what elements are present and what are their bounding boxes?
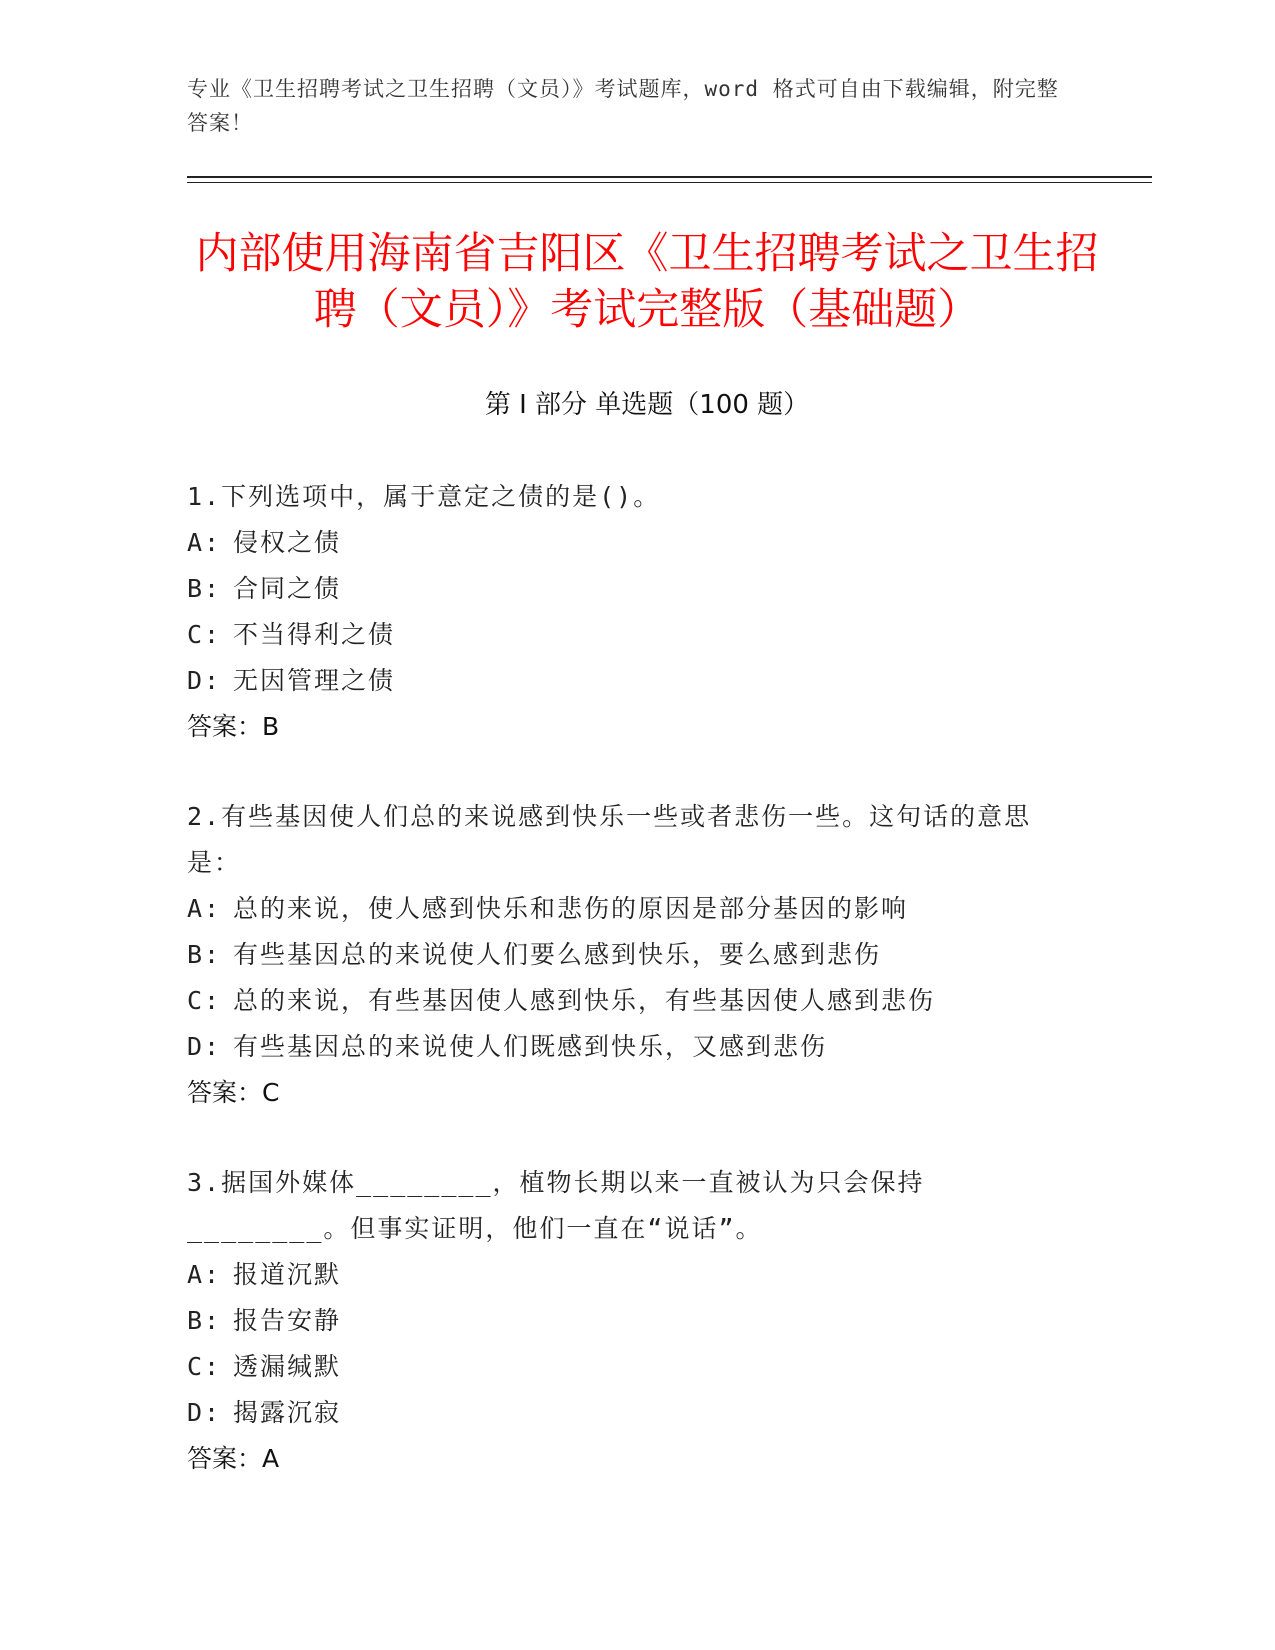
option-letter: D:	[187, 666, 222, 695]
option-text: 不当得利之债	[233, 620, 396, 649]
option-c	[187, 612, 1067, 658]
option-text: 侵权之债	[233, 528, 342, 557]
option-d	[187, 658, 1067, 704]
option-a	[187, 886, 1067, 932]
section-heading: 第 I 部分 单选题（100 题）	[484, 390, 810, 420]
option-letter: D:	[187, 1032, 222, 1061]
option-b	[187, 932, 1067, 978]
option-letter: B:	[187, 940, 222, 969]
header-divider-thick	[187, 176, 1152, 178]
answer-line: 答案：B	[187, 712, 280, 741]
question-stem: 2.有些基因使人们总的来说感到快乐一些或者悲伤一些。这句话的意思是：	[187, 802, 1032, 877]
option-text: 总的来说，使人感到快乐和悲伤的原因是部分基因的影响	[233, 894, 909, 923]
option-a	[187, 1252, 1067, 1298]
question-2	[187, 794, 1067, 1116]
option-letter: D:	[187, 1398, 222, 1427]
question-stem: 3.据国外媒体________，植物长期以来一直被认为只会保持________。但事实证明，他们一直在“说话”。	[187, 1168, 925, 1243]
option-letter: B:	[187, 1306, 222, 1335]
option-b	[187, 566, 1067, 612]
option-b	[187, 1298, 1067, 1344]
answer-line: 答案：C	[187, 1078, 280, 1107]
option-d	[187, 1024, 1067, 1070]
option-text: 无因管理之债	[233, 666, 396, 695]
option-letter: A:	[187, 528, 222, 557]
option-text: 有些基因总的来说使人们要么感到快乐，要么感到悲伤	[233, 940, 882, 969]
option-text: 有些基因总的来说使人们既感到快乐，又感到悲伤	[233, 1032, 828, 1061]
option-letter: C:	[187, 1352, 222, 1381]
option-text: 报告安静	[233, 1306, 342, 1335]
answer-line: 答案：A	[187, 1444, 280, 1473]
option-c	[187, 1344, 1067, 1390]
option-c	[187, 978, 1067, 1024]
option-text: 合同之债	[233, 574, 342, 603]
header-note: 专业《卫生招聘考试之卫生招聘（文员）》考试题库，word 格式可自由下载编辑，附完整答案！	[187, 77, 1059, 135]
option-text: 报道沉默	[233, 1260, 342, 1289]
option-letter: A:	[187, 894, 222, 923]
document-title: 内部使用海南省吉阳区《卫生招聘考试之卫生招聘（文员）》考试完整版（基础题）	[195, 229, 1099, 335]
option-letter: C:	[187, 986, 222, 1015]
option-letter: B:	[187, 574, 222, 603]
option-text: 总的来说，有些基因使人感到快乐，有些基因使人感到悲伤	[233, 986, 936, 1015]
question-3	[187, 1160, 1067, 1482]
option-text: 透漏缄默	[233, 1352, 342, 1381]
option-letter: A:	[187, 1260, 222, 1289]
option-text: 揭露沉寂	[233, 1398, 342, 1427]
question-stem: 1.下列选项中，属于意定之债的是()。	[187, 482, 661, 511]
header-divider-thin	[187, 182, 1152, 183]
option-a	[187, 520, 1067, 566]
option-d	[187, 1390, 1067, 1436]
question-1	[187, 474, 1067, 750]
option-letter: C:	[187, 620, 222, 649]
